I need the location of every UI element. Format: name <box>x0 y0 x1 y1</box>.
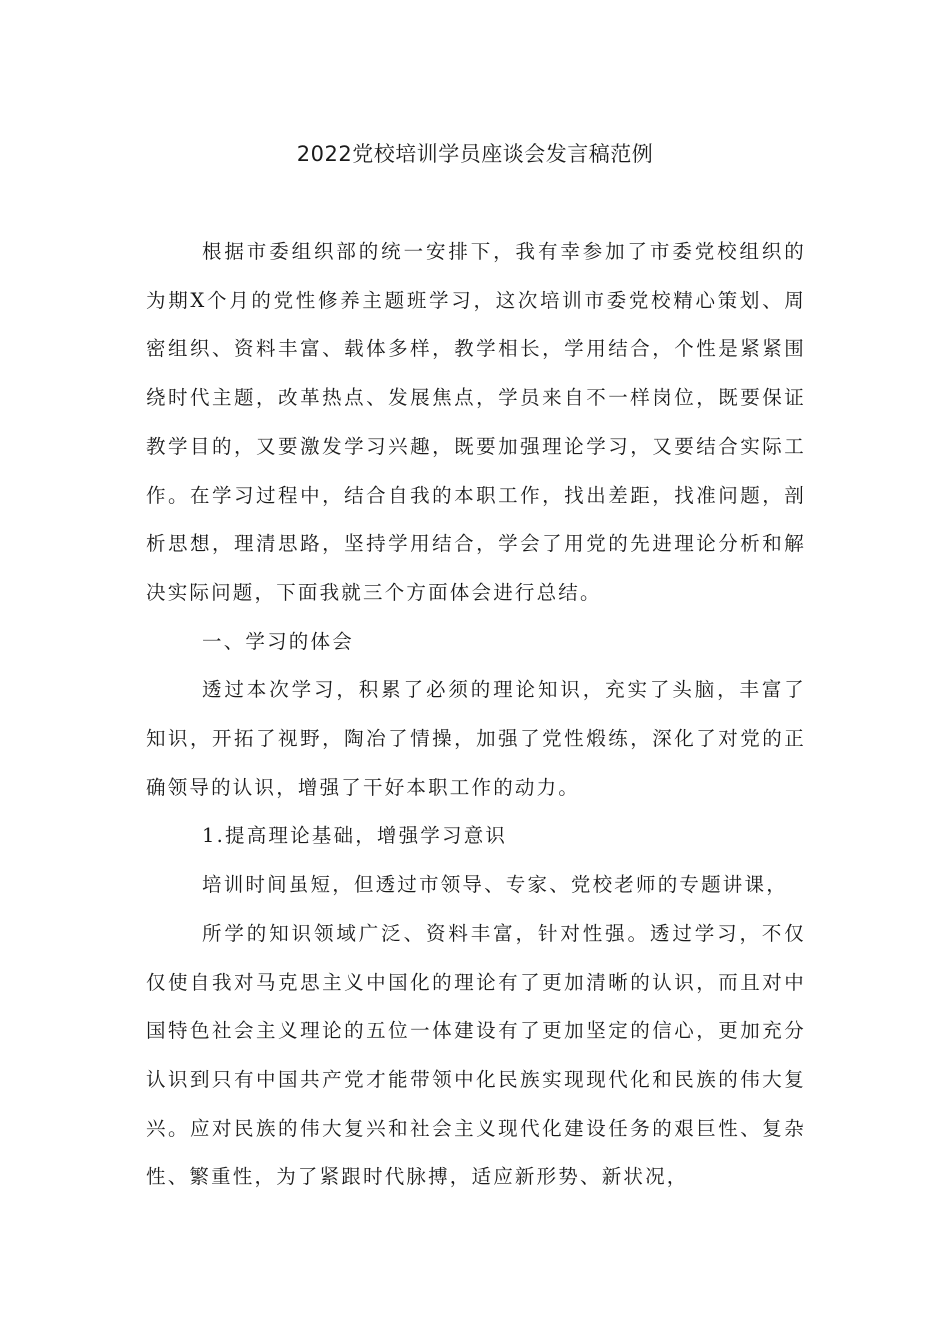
section-heading-1: 一、学习的体会 <box>202 629 354 653</box>
document-body <box>146 228 806 1202</box>
paragraph-knowledge: 所学的知识领域广泛、资料丰富，针对性强。透过学习，不仅仅使自我对马克思主义中国化的理论有了更加清晰的认识，而且对中国特色社会主义理论的五位一体建设有了更加坚定的信心，更加充分认识到只有中国共产党才能带领中化民族实现现代化和民族的伟大复兴。应对民族的伟大复兴和社会主义现代化建设任务的艰巨性、复杂性、繁重性，为了紧跟时代脉搏，适应新形势、新状况， <box>146 921 806 1189</box>
paragraph-training-intro: 培训时间虽短，但透过市领导、专家、党校老师的专题讲课， <box>202 873 788 897</box>
paragraph-intro: 根据市委组织部的统一安排下，我有幸参加了市委党校组织的为期X个月的党性修养主题班学习，这次培训市委党校精心策划、周密组织、资料丰富、载体多样，教学相长，学用结合，个性是紧紧围绕时代主题，改革热点、发展焦点，学员来自不一样岗位，既要保证教学目的，又要激发学习兴趣，既要加强理论学习，又要结合实际工作。在学习过程中，结合自我的本职工作，找出差距，找准问题，剖析思想，理清思路，坚持学用结合，学会了用党的先进理论分析和解决实际问题，下面我就三个方面体会进行总结。 <box>146 240 806 604</box>
subheading-1-1: 1.提高理论基础，增强学习意识 <box>202 824 508 848</box>
paragraph-section-1: 透过本次学习，积累了必须的理论知识，充实了头脑，丰富了知识，开拓了视野，陶冶了情操，加强了党性煅练，深化了对党的正确领导的认识，增强了干好本职工作的动力。 <box>146 678 806 799</box>
document-title: 2022党校培训学员座谈会发言稿范例 <box>296 142 654 166</box>
